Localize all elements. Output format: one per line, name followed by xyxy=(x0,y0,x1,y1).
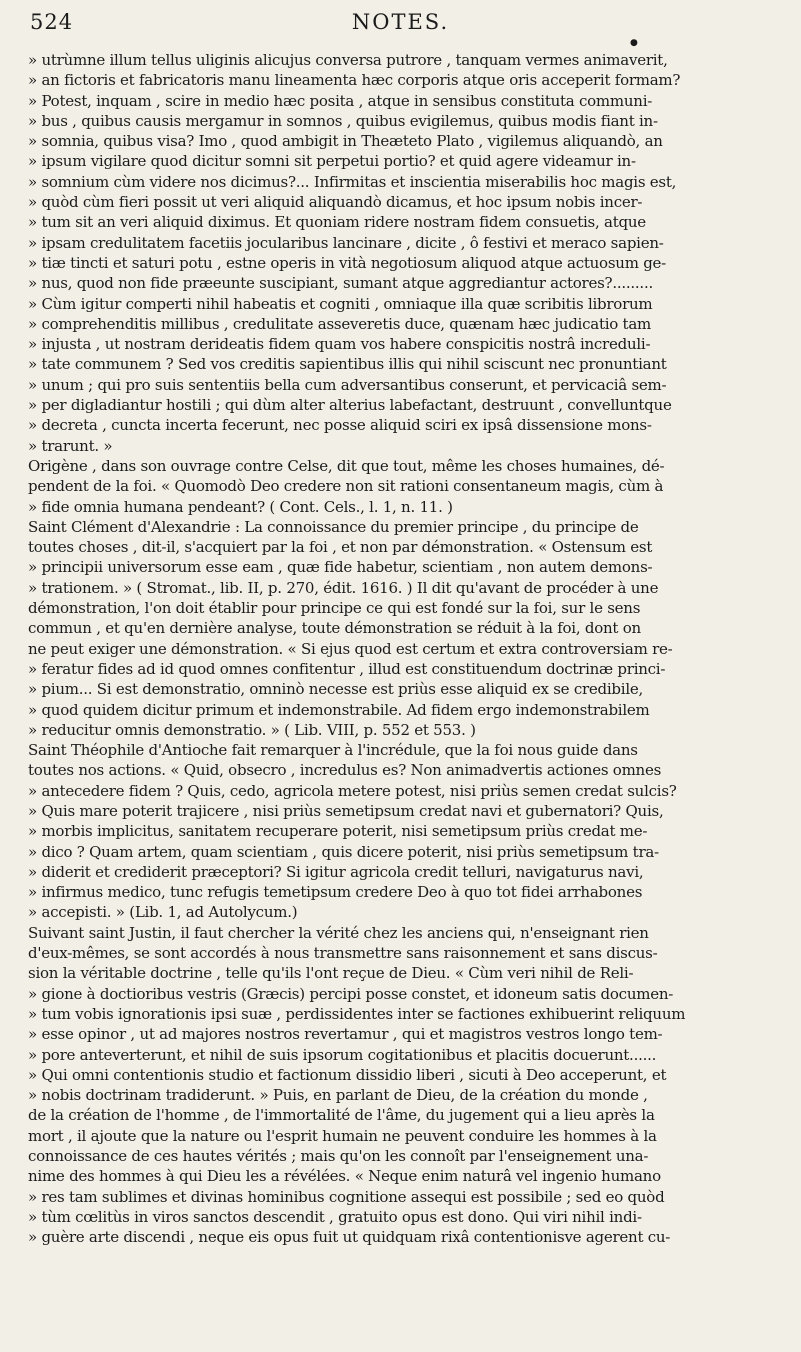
text-line: » infirmus medico, tunc refugis temetipsum credere Deo à quo tot fidei arrhabones xyxy=(28,883,643,902)
text-line: » pore anteverterunt, et nihil de suis ipsorum cogitationibus et placitis docuerunt...... xyxy=(28,1045,657,1064)
text-line: » principii universorum esse eam , quæ fide habetur, scientiam , non autem demons- xyxy=(28,558,653,577)
text-line: » comprehenditis millibus , credulitate asseveretis duce, quænam hæc judicatio tam xyxy=(28,314,652,333)
text-line: » dico ? Quam artem, quam scientiam , quis dicere poterit, nisi priùs semetipsum tra- xyxy=(28,842,659,861)
text-line: » res tam sublimes et divinas hominibus cognitione assequi est possibile ; sed eo quòd xyxy=(28,1187,665,1206)
text-line: mort , il ajoute que la nature ou l'esprit humain ne peuvent conduire les hommes à la xyxy=(28,1126,657,1145)
text-line: » nobis doctrinam tradiderunt. » Puis, en parlant de Dieu, de la création du monde , xyxy=(28,1086,648,1105)
text-line: » feratur fides ad id quod omnes confitentur , illud est constituendum doctrinæ princi- xyxy=(28,659,666,678)
text-line: » injusta , ut nostram derideatis fidem quam vos habere conspicitis nostrâ increduli- xyxy=(28,335,651,354)
text-line: » nus, quod non fide præeunte suscipiant, sumant atque aggrediantur actores?......... xyxy=(28,274,653,293)
text-line: » tum vobis ignorationis ipsi suæ , perdissidentes inter se factiones exhibuerint reliquum xyxy=(28,1004,686,1023)
text-line: » ipsum vigilare quod dicitur somni sit perpetui portio? et quid agere videamur in- xyxy=(28,152,636,171)
text-line: commun , et qu'en dernière analyse, toute démonstration se réduit à la foi, dont on xyxy=(28,619,641,638)
text-line: » utrùmne illum tellus uliginis alicujus conversa putrore , tanquam vermes animaverit, xyxy=(28,51,668,69)
text-line: sion la véritable doctrine , telle qu'ils l'ont reçue de Dieu. « Cùm veri nihil de Reli- xyxy=(28,964,634,983)
text-line: » Cùm igitur comperti nihil habeatis et cogniti , omniaque illa quæ scribitis librorum xyxy=(28,294,653,313)
text-line: » diderit et crediderit præceptori? Si igitur agricola credit telluri, navigaturus navi, xyxy=(28,862,644,881)
text-line: » Quis mare poterit trajicere , nisi priùs semetipsum credat navi et gubernatori? Quis, xyxy=(28,801,664,820)
text-line: pendent de la foi. « Quomodò Deo credere non sit rationi consentaneum magis, cùm à xyxy=(28,477,664,496)
text-line: » ipsam credulitatem facetiis jocularibus lancinare , dicite , ô festivi et meraco sapien- xyxy=(28,233,664,252)
text-line: » gione à doctioribus vestris (Græcis) percipi posse constet, et idoneum satis documen- xyxy=(28,984,674,1003)
text-line: » tùm cœlitùs in viros sanctos descendit , gratuito opus est dono. Qui viri nihil indi- xyxy=(28,1207,642,1226)
text-line: » accepisti. » (Lib. 1, ad Autolycum.) xyxy=(28,903,298,922)
text-line: » guère arte discendi , neque eis opus fuit ut quidquam rixâ contentionisve agerent cu- xyxy=(28,1228,671,1247)
text-line: » bus , quibus causis mergamur in somnos , quibus evigilemus, quibus modis fiant in- xyxy=(28,111,658,130)
text-line: démonstration, l'on doit établir pour principe ce qui est fondé sur la foi, sur le sens xyxy=(28,599,641,618)
notes-body-text xyxy=(28,50,780,1248)
text-line: » tum sit an veri aliquid diximus. Et quoniam ridere nostram fidem consuetis, atque xyxy=(28,213,646,232)
text-line: Saint Théophile d'Antioche fait remarquer à l'incrédule, que la foi nous guide dans xyxy=(28,741,638,760)
text-line: » somnium cùm videre nos dicimus?... Infirmitas et inscientia miserabilis hoc magis est, xyxy=(28,172,677,191)
text-line: » antecedere fidem ? Quis, cedo, agricola metere potest, nisi priùs semen credat sulcis? xyxy=(28,781,677,800)
text-line: » reducitur omnis demonstratio. » ( Lib. VIII, p. 552 et 553. ) xyxy=(28,720,476,739)
text-line: Origène , dans son ouvrage contre Celse, dit que tout, même les choses humaines, dé- xyxy=(28,456,665,475)
text-line: » morbis implicitus, sanitatem recuperare poterit, nisi semetipsum priùs credat me- xyxy=(28,822,648,841)
text-line: Suivant saint Justin, il faut chercher la vérité chez les anciens qui, n'enseignant rien xyxy=(28,923,649,942)
text-line: » pium... Si est demonstratio, omninò necesse est priùs esse aliquid ex se credibile, xyxy=(28,680,644,699)
text-line: » esse opinor , ut ad majores nostros revertamur , qui et magistros vestros longo tem- xyxy=(28,1025,663,1044)
page-number: 524 xyxy=(30,10,74,34)
text-line: » Qui omni contentionis studio et factionum dissidio liberi , sicuti à Deo acceperunt, et xyxy=(28,1065,667,1084)
text-line: ne peut exiger une démonstration. « Si ejus quod est certum et extra controversiam re- xyxy=(28,639,673,658)
text-line: toutes choses , dit-il, s'acquiert par la foi , et non par démonstration. « Ostensum est xyxy=(28,538,653,557)
text-line: connoissance de ces hautes vérités ; mais qu'on les connoît par l'enseignement una- xyxy=(28,1147,649,1166)
text-line: de la création de l'homme , de l'immortalité de l'âme, du jugement qui a lieu après la xyxy=(28,1106,655,1125)
text-line: » Potest, inquam , scire in medio hæc posita , atque in sensibus constituta communi- xyxy=(28,91,653,110)
text-line: » somnia, quibus visa? Imo , quod ambigit in Theæteto Plato , vigilemus aliquandò, an xyxy=(28,132,663,151)
text-line: » quòd cùm fieri possit ut veri aliquid aliquandò dicamus, et hoc ipsum nobis incer- xyxy=(28,193,643,212)
text-line: » decreta , cuncta incerta fecerunt, nec posse aliquid sciri ex ipsâ dissensione mons- xyxy=(28,416,652,435)
text-line: » tate communem ? Sed vos creditis sapientibus illis qui nihil sciscunt nec pronuntiant xyxy=(28,355,667,374)
text-line: » fide omnia humana pendeant? ( Cont. Cels., l. 1, n. 11. ) xyxy=(28,497,453,516)
text-line: nime des hommes à qui Dieu les a révélées. « Neque enim naturâ vel ingenio humano xyxy=(28,1167,661,1186)
text-line: » trationem. » ( Stromat., lib. II, p. 270, édit. 1616. ) Il dit qu'avant de procéder à une xyxy=(28,578,659,597)
ornament-mark: ● xyxy=(630,38,639,48)
text-line: » an fictoris et fabricatoris manu lineamenta hæc corporis atque oris acceperit formam? xyxy=(28,71,681,90)
text-line: » tiæ tincti et saturi potu , estne operis in vità negotiosum aliquod atque actuosum ge- xyxy=(28,253,666,272)
page-header xyxy=(30,10,771,48)
text-line: » per digladiantur hostili ; qui dùm alter alterius labefactant, destruunt , convelluntque xyxy=(28,396,672,415)
text-line: Saint Clément d'Alexandrie : La connoissance du premier principe , du principe de xyxy=(28,517,639,536)
text-line: » unum ; qui pro suis sententiis bella cum adversantibus conserunt, et pervicaciâ sem- xyxy=(28,375,667,394)
running-head: NOTES. xyxy=(351,10,450,34)
text-line: toutes nos actions. « Quid, obsecro , incredulus es? Non animadvertis actiones omnes xyxy=(28,761,662,780)
text-line: » quod quidem dicitur primum et indemonstrabile. Ad fidem ergo indemonstrabilem xyxy=(28,700,650,719)
text-line: » trarunt. » xyxy=(28,436,113,455)
text-line: d'eux-mêmes, se sont accordés à nous transmettre sans raisonnement et sans discus- xyxy=(28,944,658,963)
